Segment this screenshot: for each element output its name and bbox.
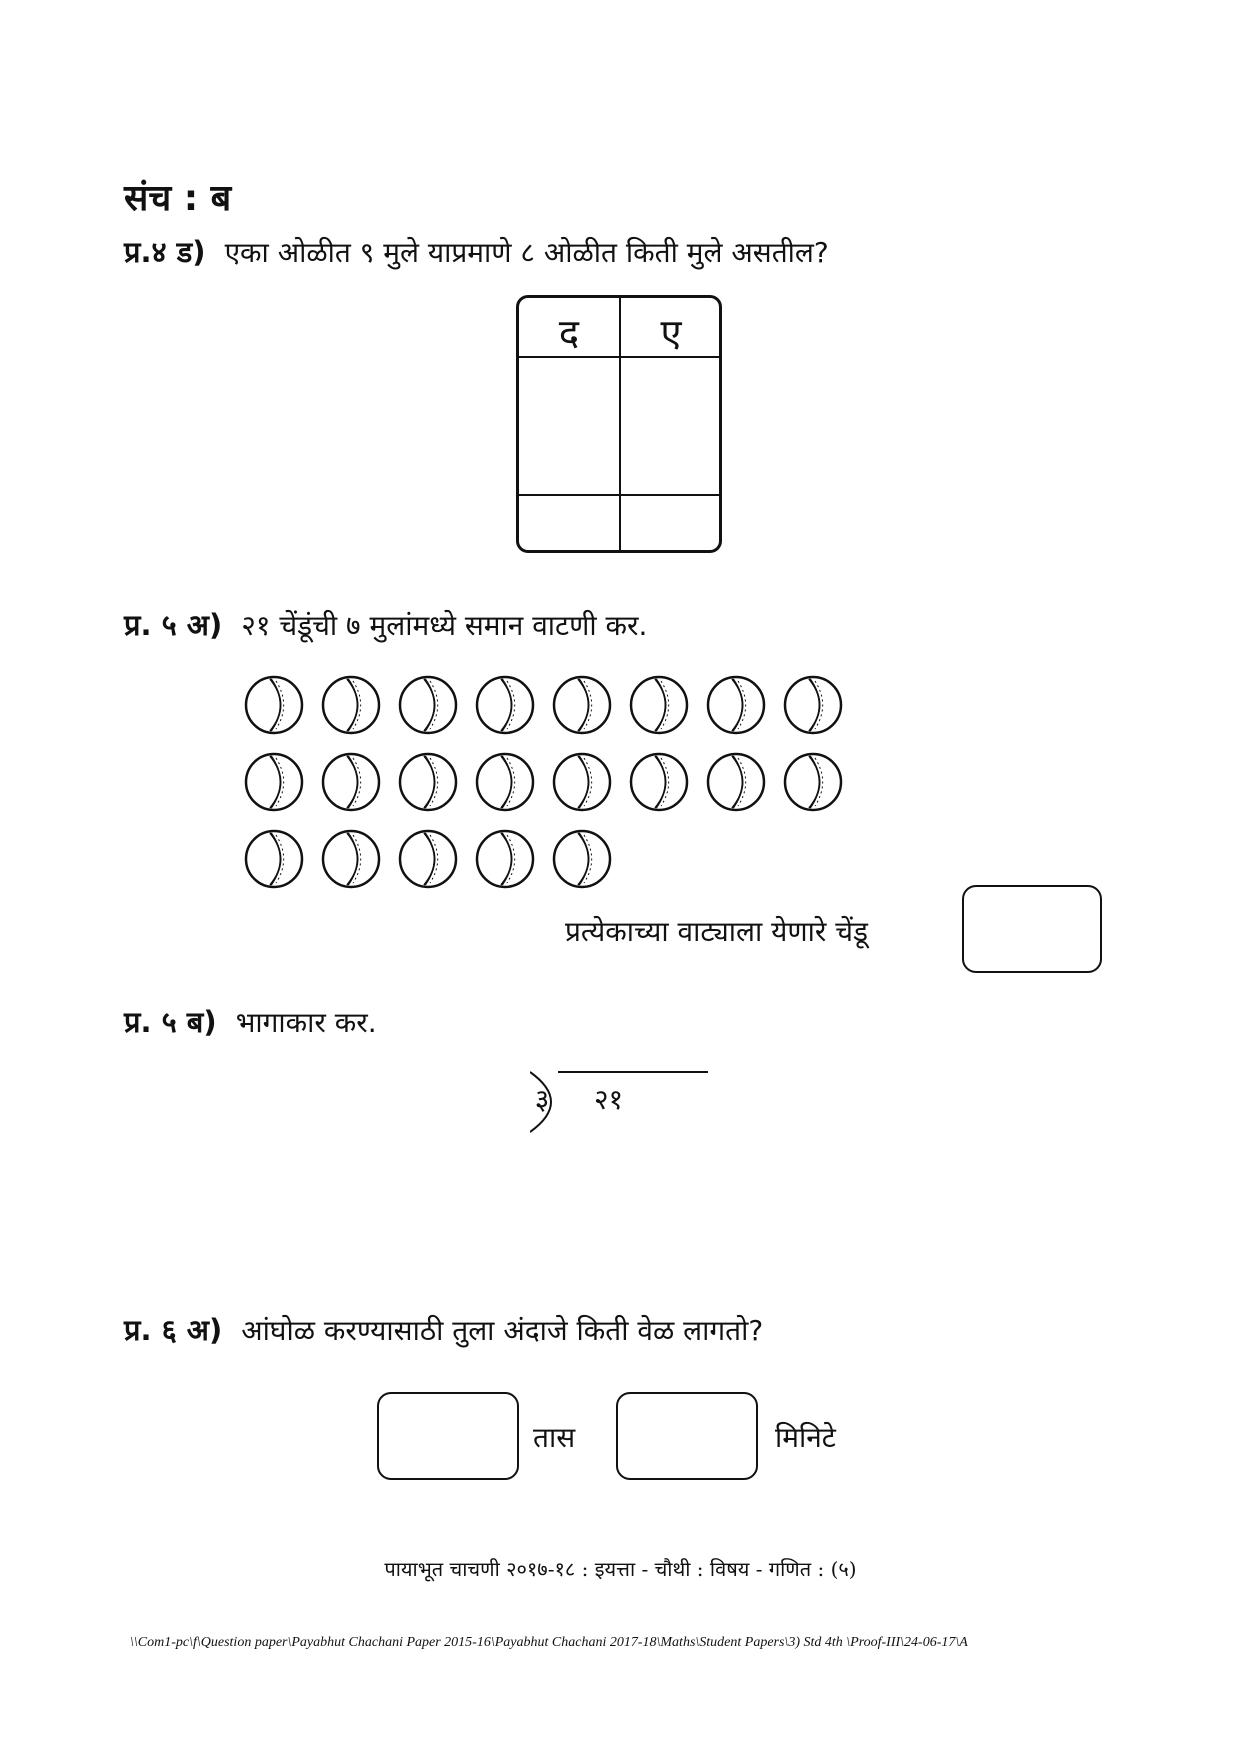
question-5b-label: प्र. ५ ब) bbox=[124, 1005, 217, 1039]
question-6a-text: आंघोळ करण्यासाठी तुला अंदाजे किती वेळ लागतो? bbox=[241, 1314, 764, 1347]
divisor: ३ bbox=[534, 1083, 550, 1116]
question-4d bbox=[124, 232, 829, 271]
units-answer-cell[interactable] bbox=[621, 496, 721, 550]
question-5a-label: प्र. ५ अ) bbox=[124, 608, 223, 642]
question-6a-label: प्र. ६ अ) bbox=[124, 1313, 223, 1347]
place-value-table bbox=[516, 295, 722, 553]
question-5b bbox=[124, 1002, 377, 1041]
question-5a-text: २१ चेंडूंची ७ मुलांमध्ये समान वाटणी कर. bbox=[241, 609, 648, 642]
units-cell[interactable] bbox=[621, 358, 721, 494]
cricket-ball-icon bbox=[323, 754, 379, 810]
question-5b-text: भागाकार कर. bbox=[235, 1006, 377, 1039]
question-4d-label: प्र.४ ड) bbox=[124, 235, 206, 269]
cricket-ball-icon bbox=[785, 754, 841, 810]
tens-header: द bbox=[558, 311, 580, 355]
cricket-ball-icon bbox=[631, 677, 687, 733]
dividend: २१ bbox=[594, 1083, 624, 1116]
cricket-ball-icon bbox=[631, 754, 687, 810]
cricket-ball-icon bbox=[400, 677, 456, 733]
cricket-ball-icon bbox=[708, 677, 764, 733]
cricket-ball-icon bbox=[554, 677, 610, 733]
division-bracket-icon bbox=[530, 1070, 720, 1140]
tens-answer-cell[interactable] bbox=[519, 496, 619, 550]
cricket-ball-icon bbox=[246, 677, 302, 733]
cricket-ball-icon bbox=[554, 754, 610, 810]
question-5a bbox=[124, 605, 647, 644]
cricket-ball-icon bbox=[246, 831, 302, 887]
cricket-balls bbox=[244, 670, 864, 900]
long-division bbox=[530, 1070, 720, 1140]
cricket-ball-icon bbox=[477, 677, 533, 733]
share-label: प्रत्येकाच्या वाट्याला येणारे चेंडू bbox=[565, 915, 869, 948]
cricket-ball-icon bbox=[400, 754, 456, 810]
file-path: \\Com1-pc\f\Question paper\Payabhut Chachani Paper 2015-16\Payabhut Chachani 2017-18\Maths\Student Papers\3) Std 4th \Proof-III\24-06-17\A bbox=[130, 1635, 968, 1650]
minutes-answer-box[interactable] bbox=[616, 1392, 758, 1480]
cricket-ball-icon bbox=[400, 831, 456, 887]
cricket-ball-icon bbox=[785, 677, 841, 733]
cricket-ball-icon bbox=[323, 677, 379, 733]
question-6a bbox=[124, 1310, 763, 1349]
cricket-balls-group bbox=[244, 670, 864, 900]
cricket-ball-icon bbox=[323, 831, 379, 887]
cricket-ball-icon bbox=[554, 831, 610, 887]
set-title: संच : ब bbox=[124, 178, 232, 219]
minutes-label: मिनिटे bbox=[775, 1421, 836, 1454]
cricket-ball-icon bbox=[708, 754, 764, 810]
cricket-ball-icon bbox=[246, 754, 302, 810]
page-footer: पायाभूत चाचणी २०१७-१८ : इयत्ता - चौथी : विषय - गणित : (५) bbox=[384, 1557, 857, 1581]
cricket-ball-icon bbox=[477, 831, 533, 887]
hours-answer-box[interactable] bbox=[377, 1392, 519, 1480]
tens-cell[interactable] bbox=[519, 358, 619, 494]
hours-label: तास bbox=[533, 1421, 576, 1454]
question-4d-text: एका ओळीत ९ मुले याप्रमाणे ८ ओळीत किती मुले असतील? bbox=[224, 236, 829, 269]
share-answer-box[interactable] bbox=[962, 885, 1102, 973]
cricket-ball-icon bbox=[477, 754, 533, 810]
units-header: ए bbox=[660, 311, 682, 355]
